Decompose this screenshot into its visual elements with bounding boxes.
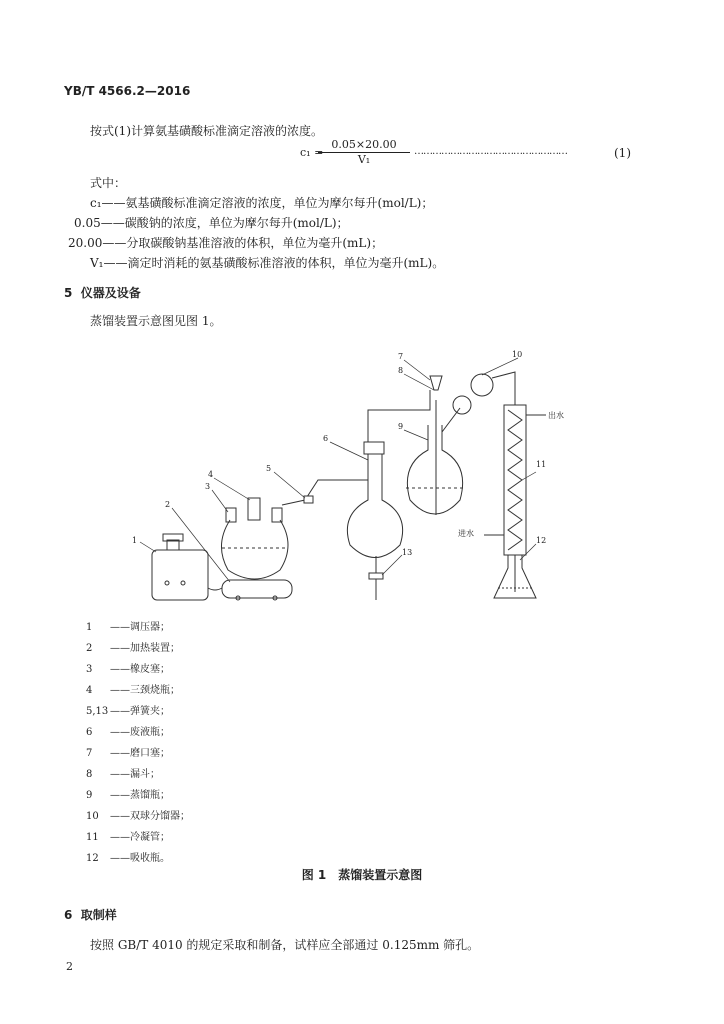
legend-row bbox=[86, 828, 170, 843]
condenser bbox=[484, 405, 546, 592]
legend-row bbox=[86, 618, 170, 633]
definition-symbol: 20.00 bbox=[68, 236, 103, 250]
definition-row bbox=[90, 194, 433, 211]
part-number-10: 10 bbox=[512, 350, 523, 359]
equation-number: (1) bbox=[614, 146, 631, 160]
legend-row bbox=[86, 681, 180, 696]
part-number-4: 4 bbox=[208, 470, 214, 479]
part-number-13: 13 bbox=[402, 548, 413, 557]
legend-number: 9 bbox=[86, 790, 93, 801]
legend-row bbox=[86, 702, 170, 717]
legend-label: 废液瓶； bbox=[130, 727, 170, 738]
legend-separator: —— bbox=[110, 643, 130, 654]
section-number: 6 bbox=[64, 908, 73, 922]
legend-separator: —— bbox=[110, 790, 130, 801]
legend-label: 冷凝管； bbox=[130, 832, 170, 843]
water-out-label: 出水 bbox=[548, 411, 564, 420]
part-number-5: 5 bbox=[266, 464, 272, 473]
formula-lhs: c₁ = bbox=[300, 146, 324, 159]
legend-separator: —— bbox=[110, 853, 130, 864]
legend-separator: —— bbox=[110, 832, 130, 843]
legend-row bbox=[86, 639, 180, 654]
legend-row bbox=[86, 807, 190, 822]
part-number-9: 9 bbox=[398, 422, 404, 431]
part-number-7: 7 bbox=[398, 352, 404, 361]
legend-label: 双球分馏器； bbox=[130, 811, 190, 822]
legend-number: 3 bbox=[86, 664, 93, 675]
distillation-flask bbox=[406, 376, 464, 515]
section-title: 仪器及设备 bbox=[80, 286, 141, 300]
legend-separator: —— bbox=[110, 748, 130, 759]
legend-row bbox=[86, 660, 170, 675]
three-neck-flask bbox=[221, 498, 288, 579]
legend-label: 橡皮塞； bbox=[130, 664, 170, 675]
figure-caption: 图 1 蒸馏装置示意图 bbox=[301, 868, 423, 882]
legend-label: 蒸馏瓶； bbox=[130, 790, 170, 801]
part-number-8: 8 bbox=[398, 366, 404, 375]
section-5-body: 蒸馏装置示意图见图 1。 bbox=[90, 314, 222, 328]
legend-number: 11 bbox=[86, 832, 99, 843]
legend-row bbox=[86, 786, 170, 801]
legend-separator: —— bbox=[110, 664, 130, 675]
definition-symbol: V₁ bbox=[90, 256, 104, 270]
definition-text: ——分取碳酸钠基准溶液的体积，单位为毫升(mL)； bbox=[102, 236, 384, 250]
section-6-body: 按照 GB/T 4010 的规定采取和制备，试样应全部通过 0.125mm 筛孔。 bbox=[90, 938, 480, 952]
heating-mantle bbox=[222, 580, 292, 600]
legend-label: 三颈烧瓶； bbox=[130, 685, 180, 696]
definition-text: ——碳酸钠的浓度，单位为摩尔每升(mol/L)； bbox=[100, 216, 349, 230]
legend-label: 调压器； bbox=[130, 622, 170, 633]
legend-number: 6 bbox=[86, 727, 93, 738]
where-label: 式中： bbox=[90, 176, 127, 190]
section-number: 5 bbox=[64, 286, 73, 300]
waste-bottle bbox=[347, 442, 402, 600]
formula-intro: 按式(1)计算氨基磺酸标准滴定溶液的浓度。 bbox=[90, 124, 323, 138]
definition-text: ——滴定时消耗的氨基磺酸标准溶液的体积，单位为毫升(mL)。 bbox=[103, 256, 445, 270]
legend-separator: —— bbox=[110, 811, 130, 822]
section-6-heading bbox=[64, 906, 117, 923]
double-bulb-fractionator bbox=[453, 372, 515, 414]
legend-row bbox=[86, 744, 170, 759]
legend-separator: —— bbox=[110, 622, 130, 633]
page-number: 2 bbox=[66, 960, 73, 973]
part-number-6: 6 bbox=[323, 434, 329, 443]
legend-number: 8 bbox=[86, 769, 93, 780]
legend-number: 7 bbox=[86, 748, 93, 759]
definition-row bbox=[90, 254, 444, 271]
part-number-12: 12 bbox=[536, 536, 547, 545]
legend-number: 2 bbox=[86, 643, 93, 654]
formula-numerator: 0.05×20.00 bbox=[318, 138, 410, 153]
legend-number: 1 bbox=[86, 622, 93, 633]
standard-header: YB/T 4566.2—2016 bbox=[64, 84, 191, 98]
section-5-heading bbox=[64, 284, 141, 301]
legend-separator: —— bbox=[110, 685, 130, 696]
legend-number: 12 bbox=[86, 853, 99, 864]
section-title: 取制样 bbox=[80, 908, 117, 922]
definition-row bbox=[74, 214, 349, 231]
voltage-regulator bbox=[152, 534, 222, 600]
legend-label: 弹簧夹； bbox=[130, 706, 170, 717]
definition-row bbox=[68, 234, 383, 251]
legend-label: 吸收瓶。 bbox=[130, 853, 170, 864]
formula-denominator: V₁ bbox=[357, 153, 371, 166]
definition-symbol: c₁ bbox=[90, 196, 102, 210]
definition-text: ——氨基磺酸标准滴定溶液的浓度，单位为摩尔每升(mol/L)； bbox=[101, 196, 434, 210]
distillation-apparatus-diagram bbox=[0, 330, 724, 610]
part-number-1: 1 bbox=[132, 536, 138, 545]
leader-lines bbox=[140, 358, 536, 582]
legend-separator: —— bbox=[110, 769, 130, 780]
definition-symbol: 0.05 bbox=[74, 216, 101, 230]
formula-1 bbox=[300, 138, 410, 166]
part-number-3: 3 bbox=[205, 482, 211, 491]
legend-separator: —— bbox=[110, 706, 130, 717]
formula-leader-dots: …………………………………………… bbox=[414, 146, 567, 157]
part-number-2: 2 bbox=[165, 500, 171, 509]
legend-label: 磨口塞； bbox=[130, 748, 170, 759]
legend-number: 10 bbox=[86, 811, 99, 822]
legend-row bbox=[86, 765, 160, 780]
legend-label: 加热装置； bbox=[130, 643, 180, 654]
legend-number: 5,13 bbox=[86, 706, 109, 717]
part-number-11: 11 bbox=[536, 460, 547, 469]
legend-row bbox=[86, 849, 170, 864]
legend-separator: —— bbox=[110, 727, 130, 738]
legend-row bbox=[86, 723, 170, 738]
water-in-label: 进水 bbox=[458, 529, 474, 538]
legend-number: 4 bbox=[86, 685, 93, 696]
legend-label: 漏斗； bbox=[130, 769, 160, 780]
